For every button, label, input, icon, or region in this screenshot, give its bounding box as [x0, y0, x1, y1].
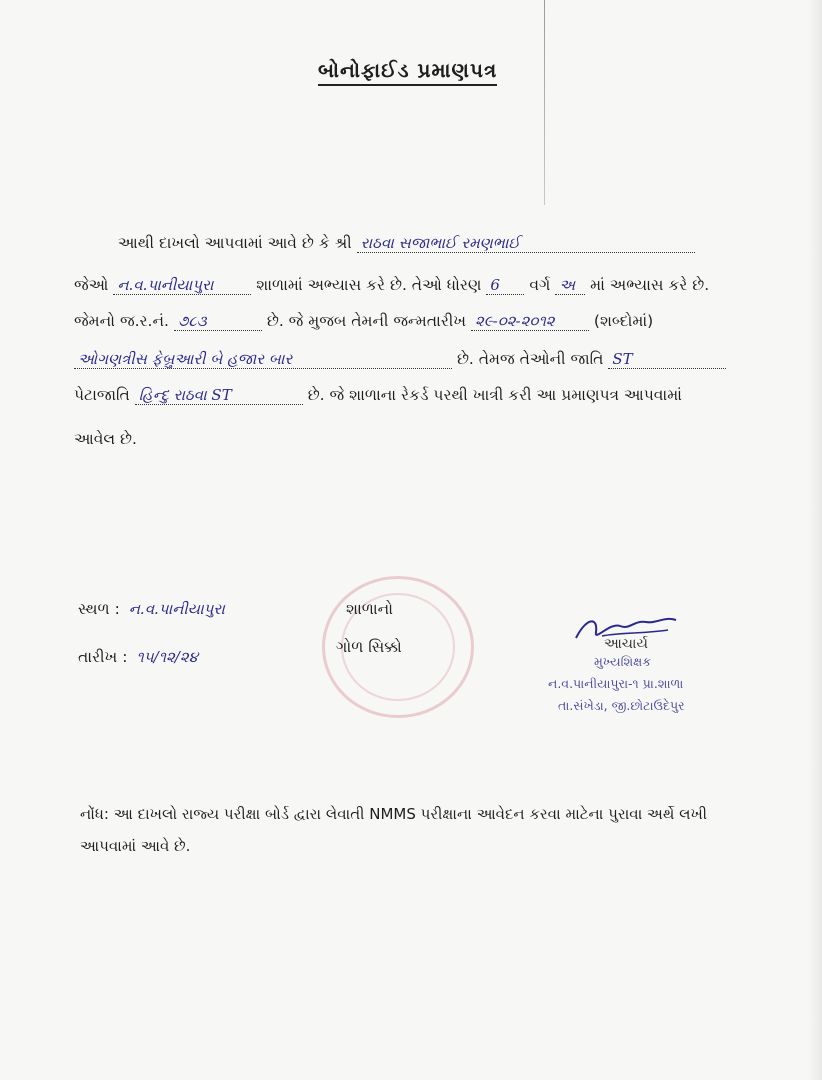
body-line-4 — [74, 350, 726, 369]
date-row — [78, 648, 202, 667]
body-line-1 — [118, 234, 695, 253]
body-line-2 — [74, 276, 709, 295]
footnote: નોંધ: આ દાખલો રાજ્ય પરીક્ષા બોર્ડ દ્વારા લેવાતી NMMS પરીક્ષાના આવેદન કરવા માટેના પુરાવા અર્થે લખી આપવામાં આવે છે. — [80, 805, 708, 855]
line-2-mid: શાળામાં અભ્યાસ કરે છે. તેઓ ધોરણ — [256, 276, 482, 294]
caste-value: ST — [608, 350, 726, 369]
line-3-mid: છે. જે મુજબ તેમની જન્મતારીખ — [266, 312, 467, 330]
dob-in-words: ઓગણત્રીસ ફેબ્રુઆરી બે હજાર બાર — [74, 350, 452, 369]
document-title: બોનોફાઈડ પ્રમાણપત્ર — [318, 58, 497, 86]
standard-value: 6 — [486, 276, 524, 295]
school-name: ન.વ.પાનીયાપુરા — [113, 276, 251, 295]
student-name: રાઠવા સજાભાઈ રમણભાઈ — [357, 234, 695, 253]
line-3-prefix: જેમનો જ.ર.નં. — [74, 312, 169, 330]
line-5-prefix: પેટાજાતિ — [74, 386, 130, 404]
line-2-prefix: જેઓ — [74, 276, 109, 294]
date-label: તારીખ : — [78, 648, 128, 666]
principal-role: મુખ્યશિક્ષક — [594, 654, 652, 669]
body-line-6: આવેલ છે. — [74, 430, 137, 448]
principal-title: આચાર્ય — [604, 636, 648, 652]
place-label: સ્થળ : — [78, 600, 120, 618]
seal-word: ગોળ સિક્કો — [336, 638, 402, 656]
body-line-5 — [74, 386, 682, 405]
paper-edge-shadow — [808, 0, 822, 1080]
body-line-3 — [74, 312, 653, 331]
place-row — [78, 600, 313, 619]
place-value: ન.વ.પાનીયાપુરા — [128, 600, 225, 618]
principal-school: ન.વ.પાનીયાપુરા-૧ પ્રા.શાળા — [548, 676, 684, 691]
paper-fold — [544, 0, 545, 205]
line-2-suffix: માં અભ્યાસ કરે છે. — [590, 276, 710, 294]
division-value: અ — [555, 276, 585, 295]
subcaste-value: હિન્દુ રાઠવા ST — [135, 386, 303, 405]
line-3-suffix: (શબ્દોમાં) — [593, 312, 654, 330]
date-of-birth: ૨૯-૦૨-૨૦૧૨ — [471, 312, 589, 331]
line-2-mid2: વર્ગ — [529, 276, 551, 294]
line-1-prefix: આથી દાખલો આપવામાં આવે છે કે શ્રી — [118, 234, 352, 252]
date-value: ૧૫/૧૨/૨૪ — [136, 648, 198, 666]
school-word: શાળાનો — [346, 600, 394, 618]
line-4-mid: છે. તેમજ તેઓની જાતિ — [456, 350, 604, 368]
principal-address: તા.સંખેડા, જી.છોટાઉદેપુર — [558, 698, 685, 713]
registration-number: ૭૮૩ — [174, 312, 262, 331]
line-5-suffix: છે. જે શાળાના રેકર્ડ પરથી ખાત્રી કરી આ પ્રમાણપત્ર આપવામાં — [307, 386, 682, 404]
